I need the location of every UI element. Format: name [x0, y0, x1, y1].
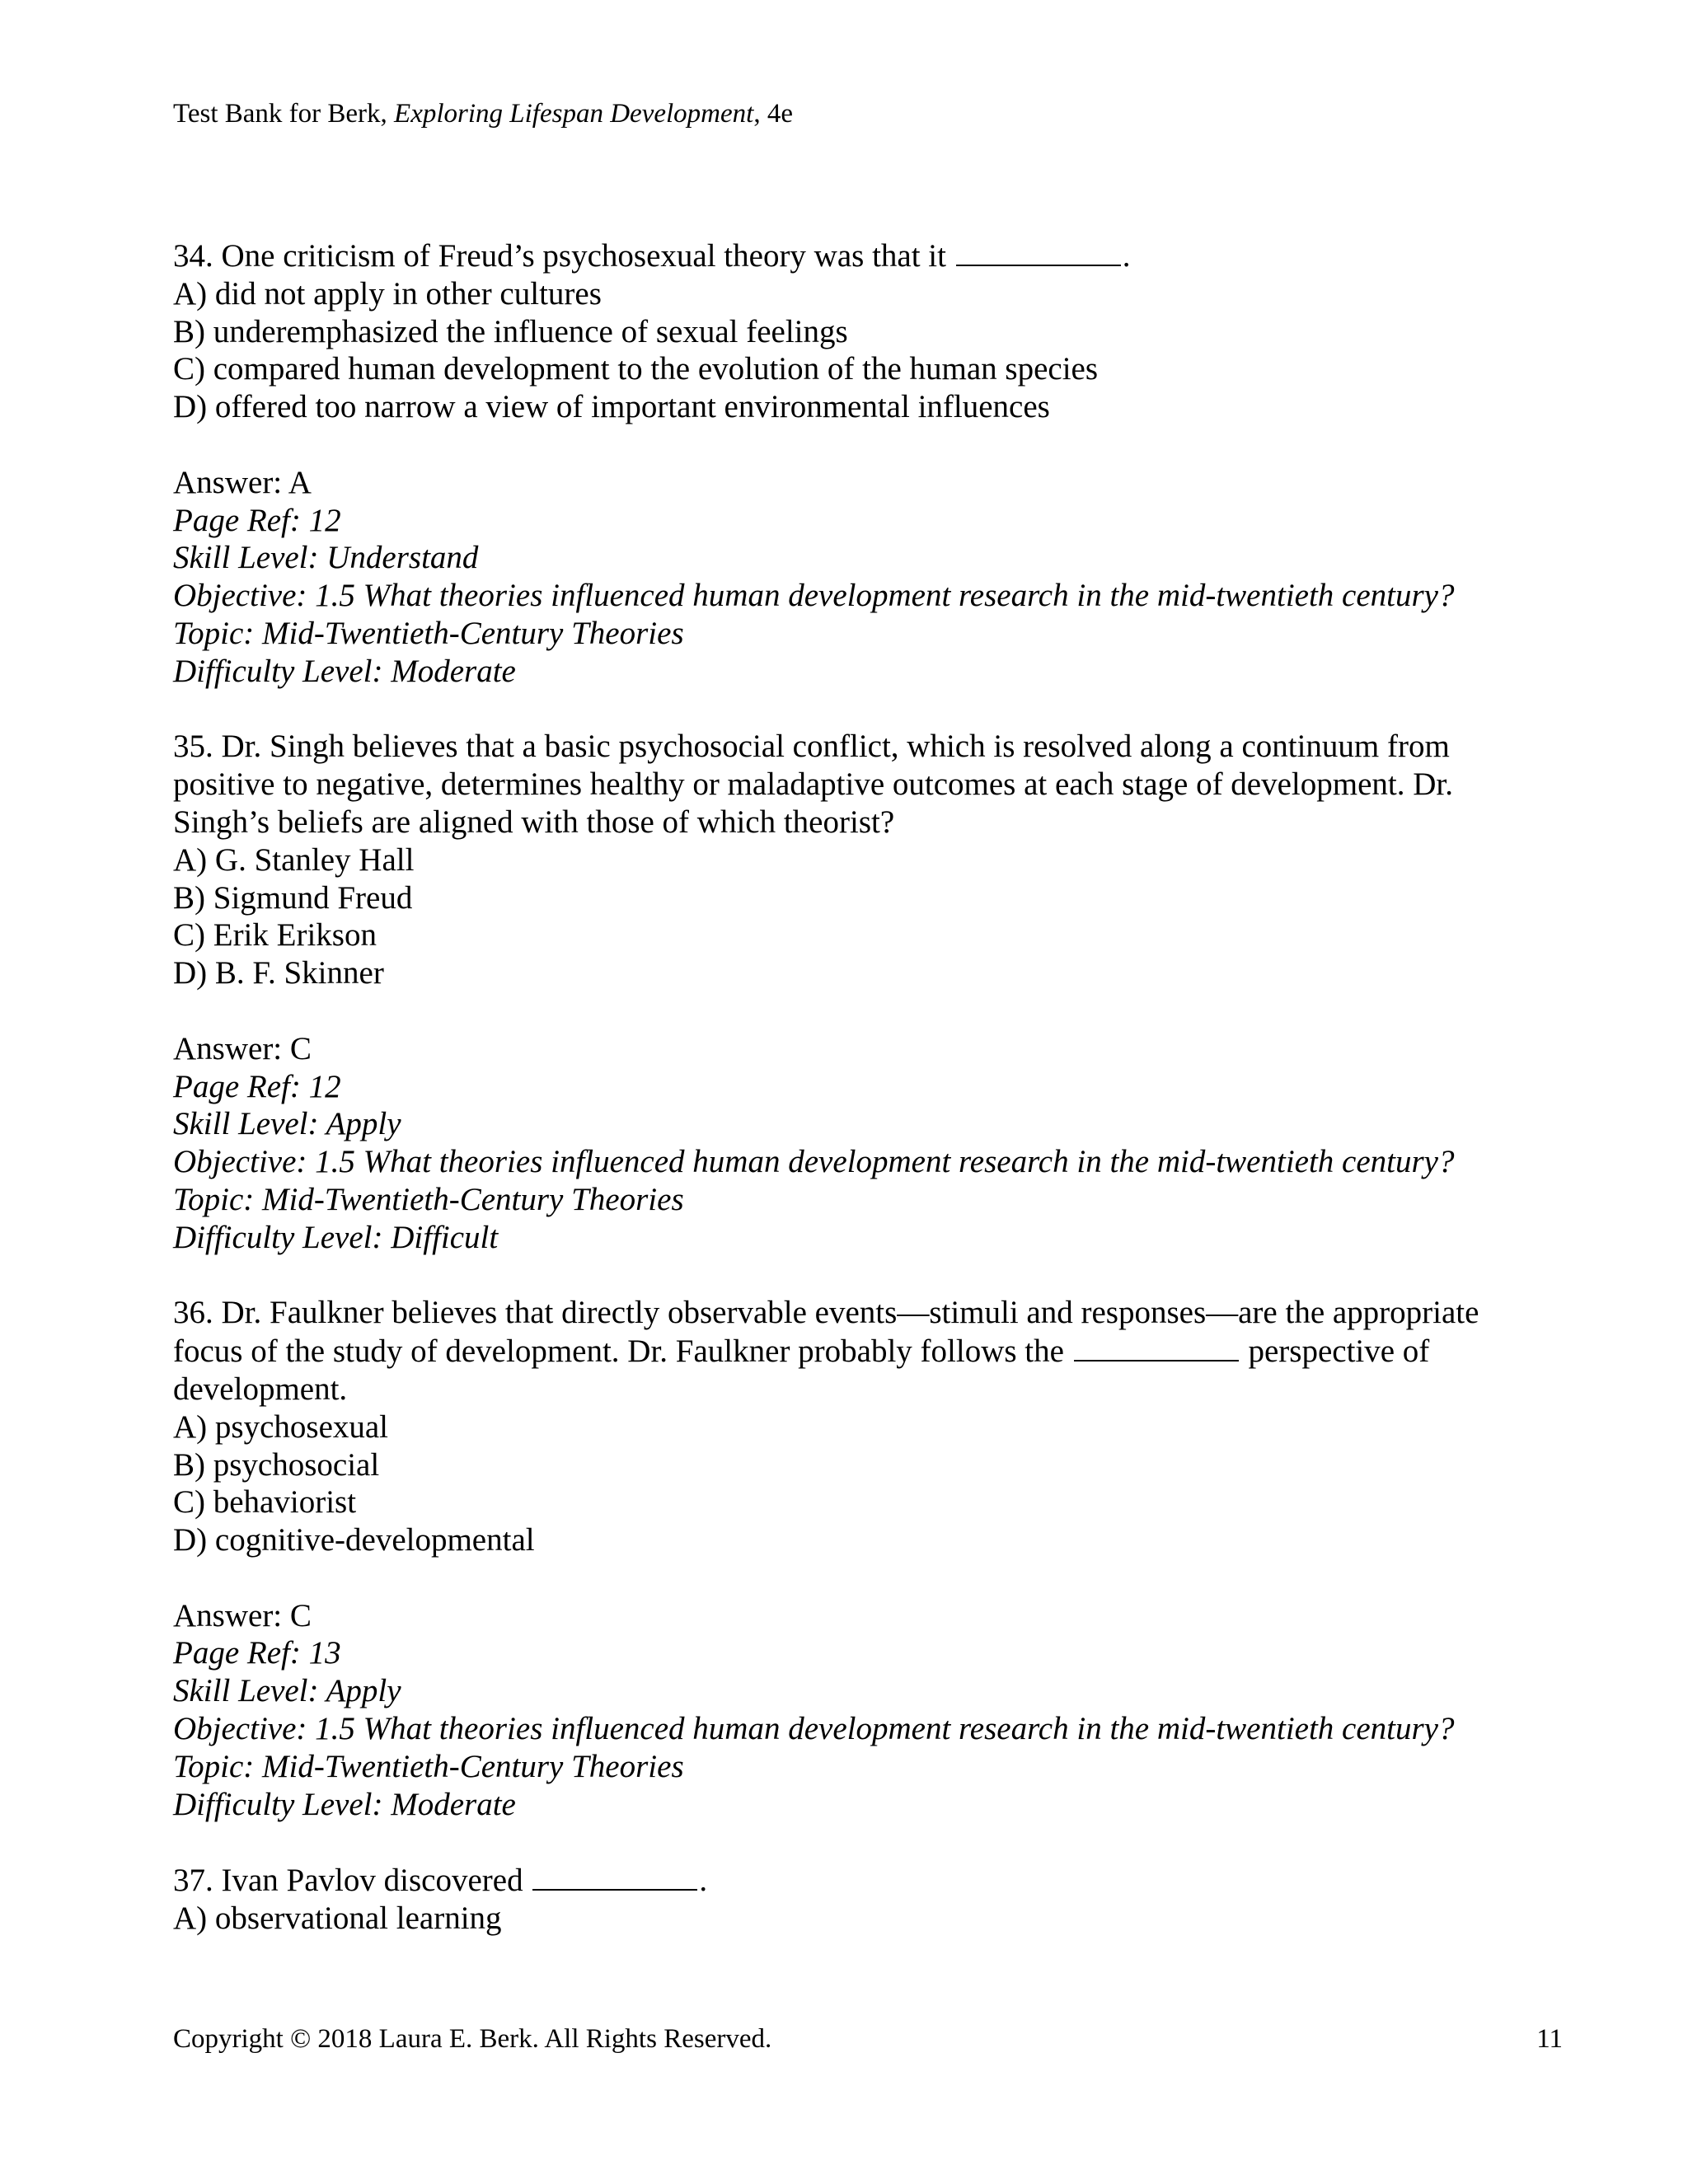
copyright-footer: Copyright © 2018 Laura E. Berk. All Rights Reserved.	[173, 2024, 772, 2054]
answer-blank	[956, 237, 1121, 266]
option-a: A) G. Stanley Hall	[173, 841, 415, 878]
page-number: 11	[1536, 2024, 1563, 2054]
topic: Topic: Mid-Twentieth-Century Theories	[173, 1748, 684, 1784]
header-prefix: Test Bank for Berk,	[173, 99, 395, 129]
header-suffix: , 4e	[753, 99, 793, 129]
option-c: C) behaviorist	[173, 1484, 357, 1521]
skill-level: Skill Level: Understand	[173, 540, 479, 576]
page-ref: Page Ref: 12	[173, 1068, 341, 1104]
answer-line: Answer: C	[173, 1597, 312, 1633]
page-ref: Page Ref: 12	[173, 502, 341, 538]
question-stem	[173, 237, 1525, 275]
option-b: B) psychosocial	[173, 1446, 380, 1483]
option-c: C) compared human development to the evolution of the human species	[173, 351, 1099, 387]
header-book-title: Exploring Lifespan Development	[394, 99, 754, 129]
question-stem: 35. Dr. Singh believes that a basic psychosocial conflict, which is resolved along a continuum from positive to negative, determines healthy or maladaptive outcomes at each stage of development. Dr. Singh’s beliefs are aligned with those of which theorist?	[173, 729, 1453, 840]
option-a: A) observational learning	[173, 1900, 502, 1937]
topic: Topic: Mid-Twentieth-Century Theories	[173, 1181, 684, 1217]
answer-block	[173, 1030, 1525, 1257]
objective: Objective: 1.5 What theories influenced human development research in the mid-twentieth century?	[173, 578, 1455, 614]
stem-text: 34. One criticism of Freud’s psychosexual theory was that it	[173, 238, 954, 274]
stem-end: .	[1122, 238, 1131, 274]
question-stem	[173, 1294, 1525, 1408]
stem-end: .	[699, 1863, 708, 1899]
stem-end: perspective of development.	[173, 1333, 1430, 1407]
option-a: A) did not apply in other cultures	[173, 275, 602, 312]
difficulty-level: Difficulty Level: Moderate	[173, 1786, 516, 1822]
answer-block	[173, 464, 1525, 691]
difficulty-level: Difficulty Level: Difficult	[173, 1219, 499, 1255]
answer-block	[173, 1597, 1525, 1824]
option-c: C) Erik Erikson	[173, 917, 377, 954]
answer-line: Answer: A	[173, 464, 312, 500]
question-36	[173, 1294, 1525, 1823]
objective: Objective: 1.5 What theories influenced human development research in the mid-twentieth century?	[173, 1144, 1455, 1180]
question-37	[173, 1861, 1525, 1938]
option-a: A) psychosexual	[173, 1408, 389, 1445]
topic: Topic: Mid-Twentieth-Century Theories	[173, 615, 684, 651]
option-b: B) Sigmund Freud	[173, 879, 413, 916]
question-35	[173, 728, 1525, 1256]
page-header	[173, 97, 793, 130]
question-list	[173, 237, 1525, 1975]
answer-blank	[1074, 1332, 1239, 1361]
skill-level: Skill Level: Apply	[173, 1106, 401, 1142]
option-d: D) cognitive-developmental	[173, 1522, 535, 1558]
option-b: B) underemphasized the influence of sexual feelings	[173, 313, 848, 349]
stem-text: 37. Ivan Pavlov discovered	[173, 1863, 532, 1899]
stem-text: 36. Dr. Faulkner believes that directly observable events—stimuli and responses—are the appropriate focus of the study of development. Dr. Faulkner probably follows the	[173, 1295, 1479, 1370]
answer-blank	[532, 1861, 697, 1891]
answer-line: Answer: C	[173, 1030, 312, 1066]
skill-level: Skill Level: Apply	[173, 1673, 401, 1709]
page-ref: Page Ref: 13	[173, 1635, 341, 1671]
option-d: D) offered too narrow a view of important environmental influences	[173, 389, 1050, 425]
question-stem	[173, 1861, 1525, 1900]
option-d: D) B. F. Skinner	[173, 955, 384, 991]
objective: Objective: 1.5 What theories influenced human development research in the mid-twentieth century?	[173, 1711, 1455, 1747]
question-34	[173, 237, 1525, 691]
difficulty-level: Difficulty Level: Moderate	[173, 653, 516, 689]
